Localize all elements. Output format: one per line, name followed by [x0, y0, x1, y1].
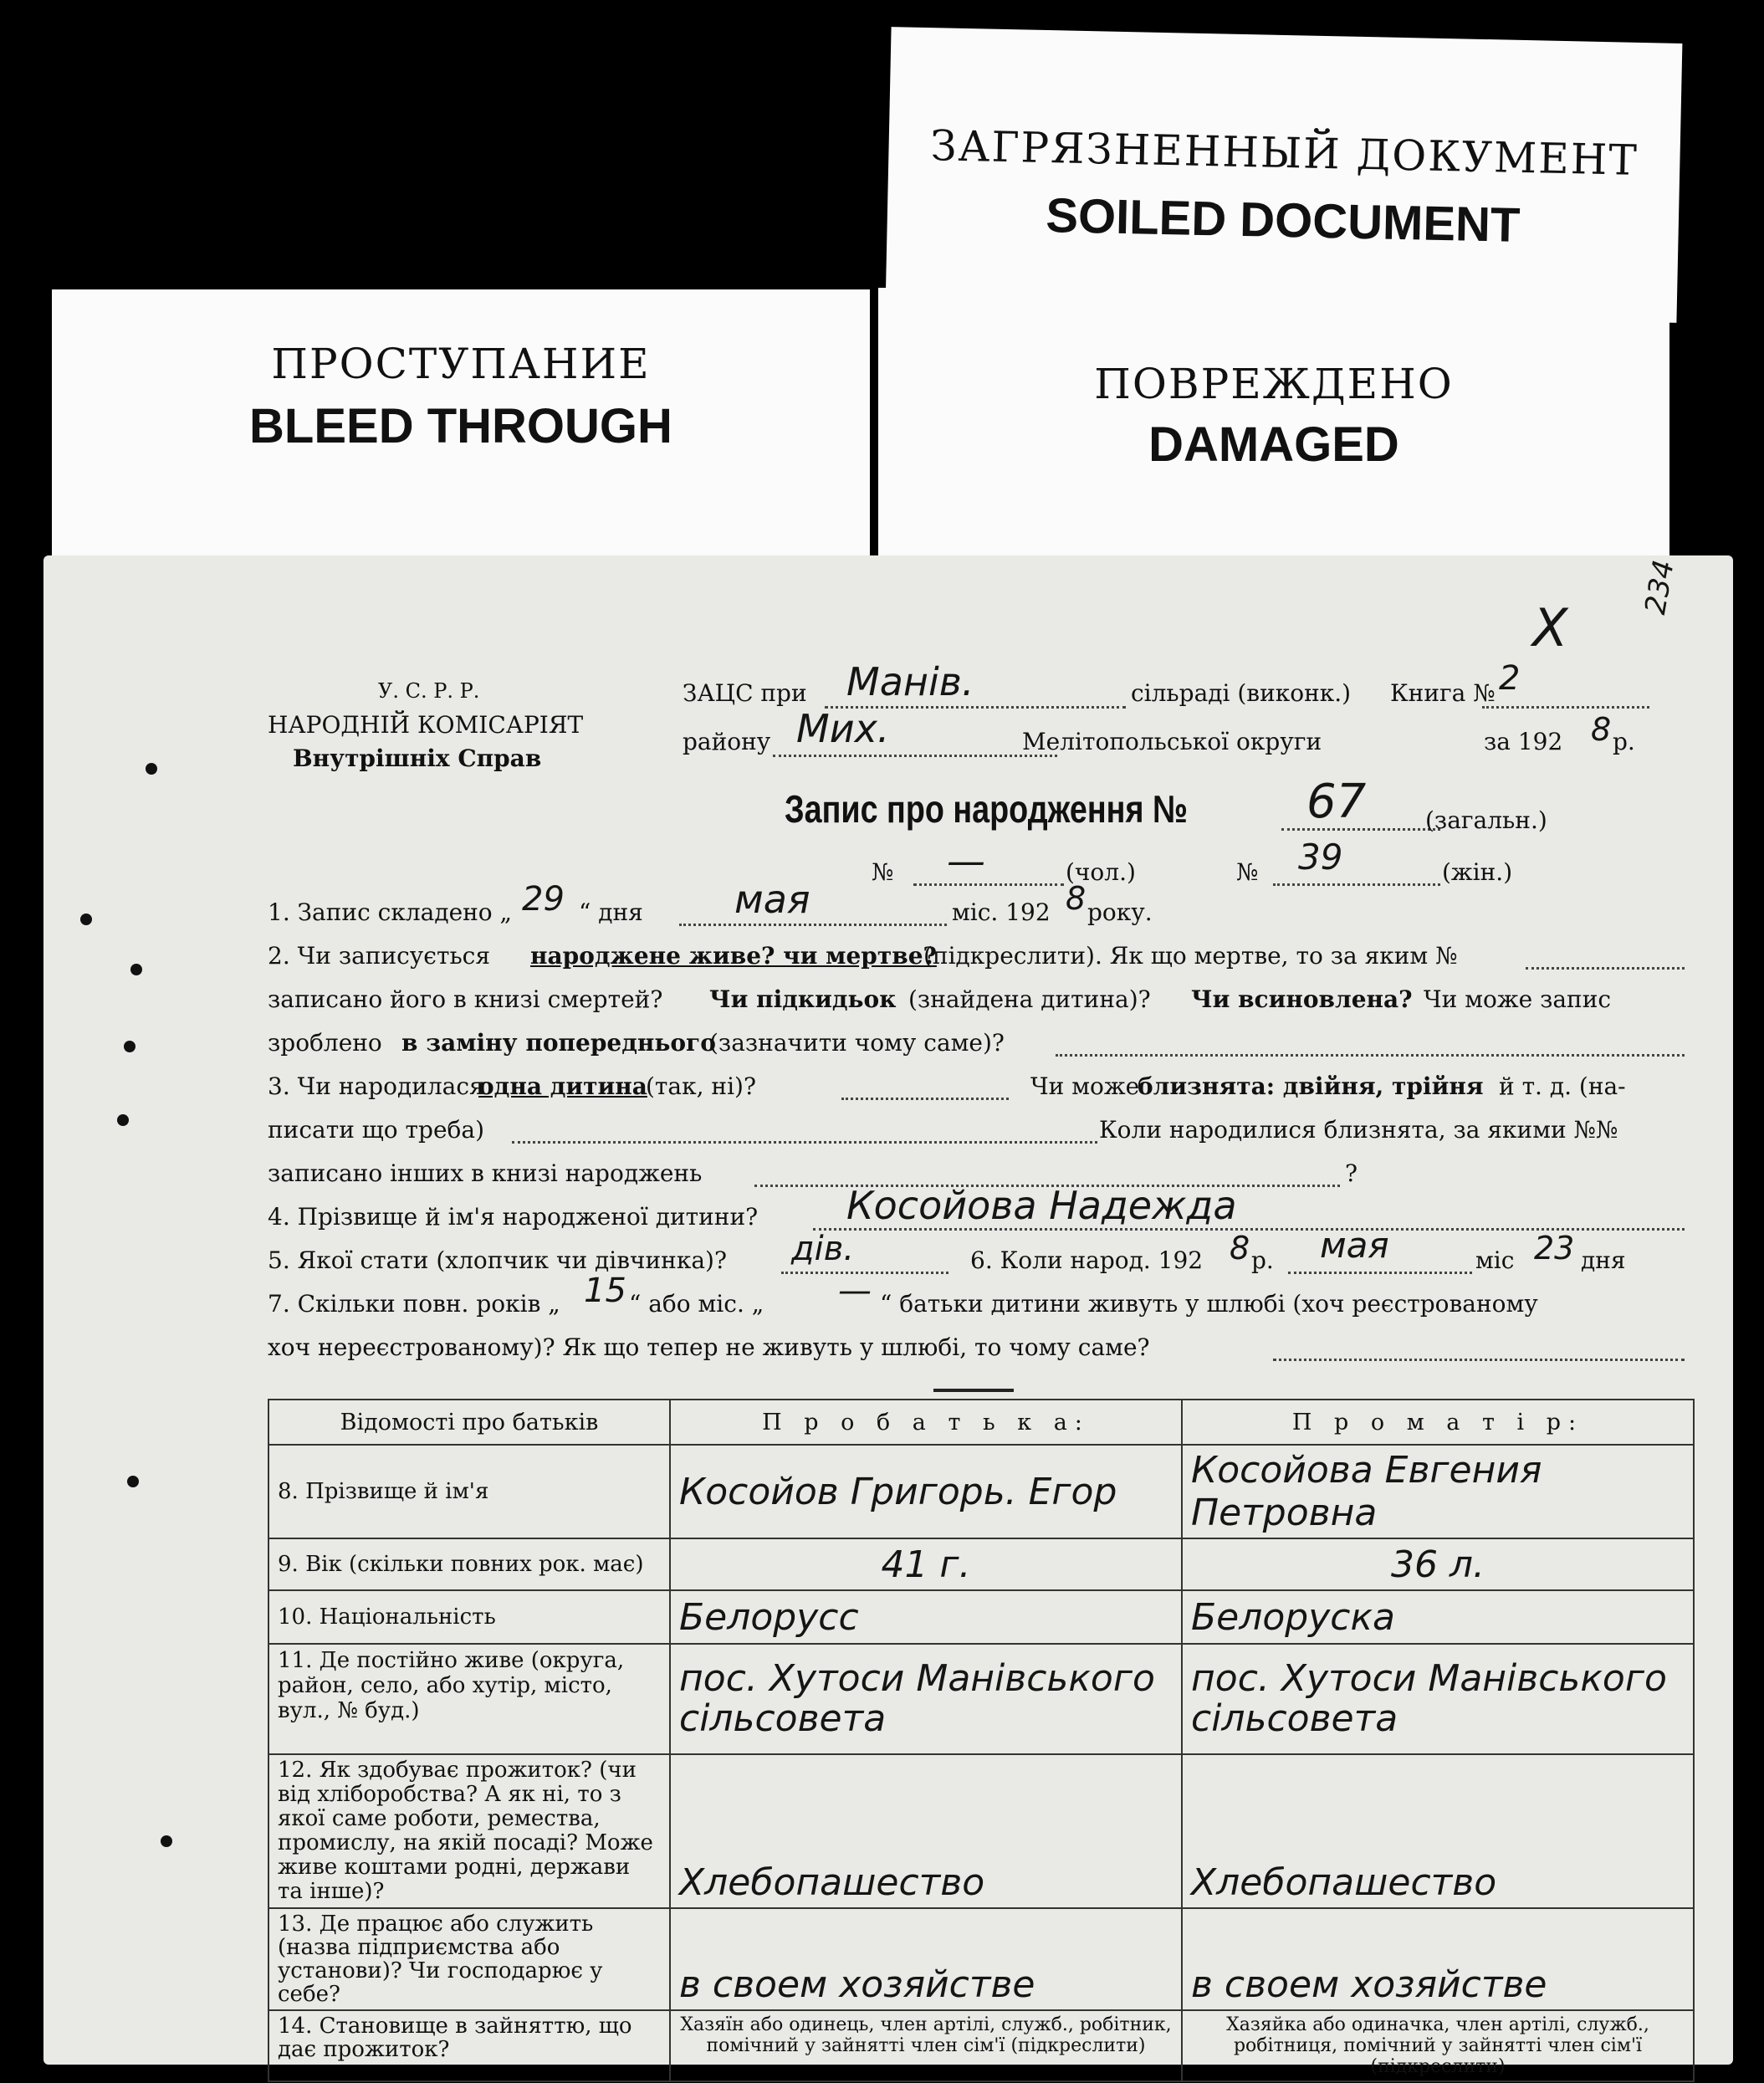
- punch-hole-mark: [80, 914, 92, 925]
- mother-residence: пос. Хутоси Манівського сільсовета: [1182, 1644, 1694, 1754]
- q2-line3a: зроблено: [268, 1029, 382, 1057]
- q1-month-suffix: міс. 192: [952, 898, 1051, 926]
- male-no-label: №: [872, 858, 894, 886]
- mother-age: 36 л.: [1182, 1538, 1694, 1590]
- table-row: [268, 1754, 1694, 1908]
- row-label: 13. Де працює або служить (назва підприємства або установи)? Чи господарює у себе?: [268, 1908, 670, 2010]
- q3-line1c: (так, ні)?: [646, 1072, 756, 1100]
- q7-line2: хоч нереєстрованому)? Як що тепер не живуть у шлюбі, то чому саме?: [268, 1333, 1150, 1361]
- row-label: 10. Національність: [268, 1590, 670, 1644]
- q3-line1e: близнята: двійня, трійня: [1138, 1072, 1484, 1100]
- year-digit: 8: [1591, 711, 1612, 748]
- district-label: району: [683, 728, 771, 755]
- child-name: Косойова Надежда: [846, 1183, 1237, 1228]
- damaged-label-en: DAMAGED: [1148, 417, 1399, 472]
- birth-day: 23: [1534, 1230, 1575, 1267]
- table-row: [268, 1644, 1694, 1754]
- district-name: Мих.: [796, 706, 890, 751]
- row-label: 12. Як здобуває прожиток? (чи від хліборобства? А як ні, то з якої саме роботи, ремества, промислу, на якій посаді? Може живе коштами родні, держави та інше)?: [268, 1754, 670, 1908]
- male-no-suffix: (чол.): [1066, 858, 1136, 886]
- q6-label: 6. Коли народ. 192: [970, 1246, 1204, 1274]
- q6-year-suffix: р.: [1251, 1246, 1274, 1274]
- header-info: Відомості про батьків: [268, 1400, 670, 1445]
- q1-month: мая: [734, 877, 810, 922]
- book-label: Книга №: [1390, 679, 1496, 707]
- father-livelihood: Хлебопашество: [670, 1754, 1182, 1908]
- father-occupation-status: Хазяїн або одинець, член артілі, служб., робітник, помічний у зайнятті член сім'ї (підкреслити): [670, 2010, 1182, 2081]
- birth-record-sheet: [43, 555, 1733, 2077]
- okrug-label: Мелітопольської округи: [1022, 728, 1322, 755]
- book-number: 2: [1499, 659, 1521, 698]
- parents-table: [268, 1399, 1695, 2082]
- row-label: 9. Вік (скільки повних рок. має): [268, 1538, 670, 1590]
- record-number: 67: [1306, 775, 1367, 829]
- q2-line2e: Чи може запис: [1424, 985, 1612, 1013]
- father-workplace: в своем хозяйстве: [670, 1908, 1182, 2010]
- header-mother: П р о м а т і р:: [1182, 1400, 1694, 1445]
- father-residence: пос. Хутоси Манівського сільсовета: [670, 1644, 1182, 1754]
- q3-line2b: Коли народилися близнята, за якими №№: [1099, 1116, 1618, 1144]
- father-name: Косойов Григорь. Егор: [670, 1445, 1182, 1538]
- soiled-label-ru: ЗАГРЯЗНЕННЫЙ ДОКУМЕНТ: [929, 121, 1639, 185]
- q2-line2c: (знайдена дитина)?: [908, 985, 1151, 1013]
- marriage-years: 15: [584, 1272, 626, 1310]
- female-no-label: №: [1236, 858, 1259, 886]
- q4-label: 4. Прізвище й ім'я народженої дитини?: [268, 1203, 759, 1231]
- zags-prefix: ЗАЦС при: [683, 679, 807, 707]
- father-age: 41 г.: [670, 1538, 1182, 1590]
- usrr-header: У. С. Р. Р.: [378, 679, 480, 703]
- q2-line2a: записано його в книзі смертей?: [268, 985, 663, 1013]
- soiled-label-en: SOILED DOCUMENT: [1045, 188, 1521, 253]
- mother-name: Косойова Евгения Петровна: [1182, 1445, 1694, 1538]
- punch-hole-mark: [161, 1835, 172, 1847]
- q6-year-digit: 8: [1230, 1230, 1250, 1267]
- village-name: Манів.: [846, 659, 974, 704]
- punch-hole-mark: [146, 763, 157, 775]
- q3-line1d: Чи може: [1030, 1072, 1140, 1100]
- table-row: [268, 1908, 1694, 2010]
- q6-day-suffix: дня: [1581, 1246, 1626, 1274]
- punch-hole-mark: [124, 1041, 135, 1052]
- punch-hole-mark: [130, 964, 142, 975]
- q5-label: 5. Якої стати (хлопчик чи дівчинка)?: [268, 1246, 727, 1274]
- damaged-label: [878, 288, 1669, 555]
- q1-day-suffix: “ дня: [579, 898, 643, 926]
- q2-line2b: Чи підкидьок: [709, 985, 897, 1013]
- year-suffix: р.: [1613, 728, 1635, 755]
- table-header-row: [268, 1400, 1694, 1445]
- table-row: [268, 1590, 1694, 1644]
- q6-month-suffix: міс: [1475, 1246, 1515, 1274]
- corner-mark: X: [1532, 597, 1568, 658]
- birth-month: мая: [1320, 1225, 1389, 1266]
- q1-day: 29: [522, 880, 565, 919]
- child-sex: дів.: [791, 1230, 855, 1268]
- row-label: 8. Прізвище й ім'я: [268, 1445, 670, 1538]
- marriage-months: —: [838, 1272, 872, 1310]
- commissariat-header: НАРОДНІЙ КОМІСАРІЯТ: [268, 711, 584, 739]
- q3-line2a: писати що треба): [268, 1116, 484, 1144]
- archive-number: 234: [1639, 557, 1681, 617]
- q1-year-suffix: року.: [1087, 898, 1153, 926]
- q3-line1b: одна дитина: [478, 1072, 647, 1100]
- male-no: —: [947, 838, 985, 883]
- q3-line3a: записано інших в книзі народжень: [268, 1159, 703, 1187]
- female-no: 39: [1298, 837, 1343, 878]
- zags-suffix: сільраді (виконк.): [1131, 679, 1352, 707]
- soiled-document-label: [886, 27, 1683, 323]
- table-row: [268, 2010, 1694, 2081]
- table-row: [268, 1538, 1694, 1590]
- q7-line1b: “ або міс. „: [629, 1290, 764, 1318]
- female-no-suffix: (жін.): [1442, 858, 1513, 886]
- record-total-label: (загальн.): [1425, 806, 1547, 834]
- punch-hole-mark: [127, 1476, 139, 1487]
- damaged-label-ru: ПОВРЕЖДЕНО: [1094, 360, 1454, 408]
- bleed-label-en: BLEED THROUGH: [249, 399, 672, 453]
- mother-workplace: в своем хозяйстве: [1182, 1908, 1694, 2010]
- punch-hole-mark: [117, 1114, 129, 1126]
- mother-livelihood: Хлебопашество: [1182, 1754, 1694, 1908]
- q2-line1a: 2. Чи записується: [268, 942, 491, 970]
- dash-mark: [933, 1389, 1014, 1392]
- q3-line1f: й т. д. (на-: [1499, 1072, 1626, 1100]
- q2-line3b: в заміну попереднього: [401, 1029, 716, 1057]
- father-nationality: Белорусс: [670, 1590, 1182, 1644]
- row-label: 14. Становище в зайняттю, що дає прожиток?: [268, 2010, 670, 2081]
- q7-line1c: “ батьки дитини живуть у шлюбі (хоч реєстрованому: [880, 1290, 1538, 1318]
- bleed-label-ru: ПРОСТУПАНИЕ: [271, 340, 651, 388]
- record-title: Запис про народження №: [785, 787, 1189, 831]
- row-label: 11. Де постійно живе (округа, район, село, або хутір, місто, вул., № буд.): [268, 1644, 670, 1754]
- q2-line3c: (зазначити чому саме)?: [709, 1029, 1005, 1057]
- q1-prefix: 1. Запис складено „: [268, 898, 513, 926]
- affairs-header: Внутрішніх Справ: [293, 745, 542, 772]
- q2-line2d: Чи всиновлена?: [1191, 985, 1413, 1013]
- q3-line3b: ?: [1345, 1159, 1358, 1187]
- year-label: за 192: [1484, 728, 1563, 755]
- q7-line1a: 7. Скільки повн. років „: [268, 1290, 560, 1318]
- table-row: [268, 1445, 1694, 1538]
- header-father: П р о б а т ь к а:: [670, 1400, 1182, 1445]
- q2-line1b: народжене живе? чи мертве?: [530, 942, 937, 970]
- mother-occupation-status: Хазяйка або одиначка, член артілі, служб., робітниця, помічний у зайнятті член сім'ї (підкреслити): [1182, 2010, 1694, 2081]
- q3-line1a: 3. Чи народилася: [268, 1072, 484, 1100]
- mother-nationality: Белоруска: [1182, 1590, 1694, 1644]
- q1-year-digit: 8: [1066, 880, 1087, 917]
- q2-line1c: (підкреслити). Як що мертве, то за яким №: [923, 942, 1458, 970]
